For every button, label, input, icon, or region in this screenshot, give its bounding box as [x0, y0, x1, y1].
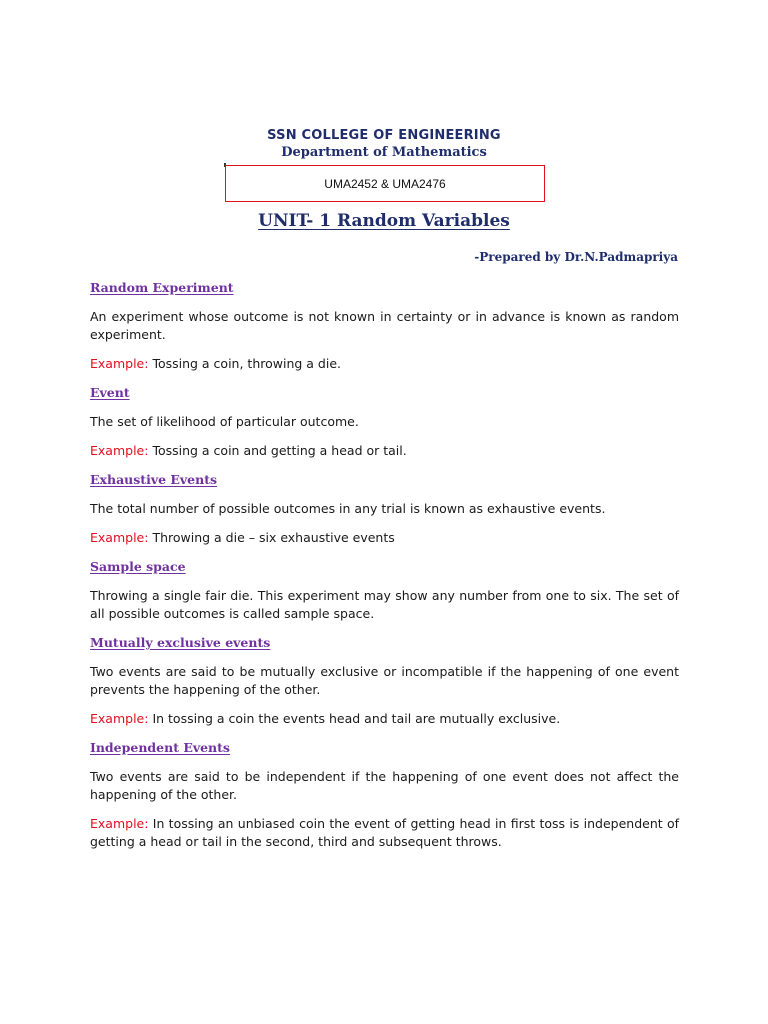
content-body: [90, 279, 679, 862]
example-label: Example:: [90, 443, 149, 458]
example-label: Example:: [90, 711, 149, 726]
example-text: Throwing a die – six exhaustive events: [152, 530, 395, 545]
section-example: [90, 815, 679, 851]
example-text: Tossing a coin and getting a head or tail.: [152, 443, 407, 458]
section-definition: An experiment whose outcome is not known in certainty or in advance is known as random experiment.: [90, 309, 679, 342]
example-label: Example:: [90, 530, 149, 545]
section-heading-sample-space: Sample space: [90, 559, 186, 574]
example-label: Example:: [90, 356, 149, 371]
section-heading-independent-events: Independent Events: [90, 740, 230, 755]
example-text: Tossing a coin, throwing a die.: [152, 356, 341, 371]
prepared-by: -Prepared by Dr.N.Padmapriya: [474, 250, 678, 264]
section-heading-random-experiment: Random Experiment: [90, 280, 234, 295]
section-example: [90, 529, 679, 547]
course-code-box: [225, 165, 545, 202]
section-example: [90, 355, 679, 373]
section-heading-exhaustive-events: Exhaustive Events: [90, 472, 218, 487]
college-name: SSN COLLEGE OF ENGINEERING: [267, 128, 501, 143]
section-example: [90, 710, 679, 728]
section-example: [90, 442, 679, 460]
example-label: Example:: [90, 816, 149, 831]
section-heading-event: Event: [90, 385, 130, 400]
section-definition: Two events are said to be independent if the happening of one event does not affect the happening of the other.: [90, 769, 679, 802]
section-definition: Two events are said to be mutually exclusive or incompatible if the happening of one event prevents the happening of the other.: [90, 664, 679, 697]
unit-title-text: UNIT- 1 Random Variables: [258, 211, 510, 231]
section-definition: The set of likelihood of particular outcome.: [90, 414, 359, 429]
section-definition: The total number of possible outcomes in any trial is known as exhaustive events.: [90, 501, 606, 516]
department-name: Department of Mathematics: [281, 145, 487, 160]
unit-title: [0, 211, 768, 231]
example-text: In tossing a coin the events head and tail are mutually exclusive.: [152, 711, 561, 726]
example-text: In tossing an unbiased coin the event of getting head in first toss is independent of getting a head or tail in the second, third and subsequent throws.: [90, 816, 679, 849]
section-definition: Throwing a single fair die. This experiment may show any number from one to six. The set of all possible outcomes is called sample space.: [90, 588, 679, 621]
course-codes: UMA2452 & UMA2476: [324, 176, 446, 191]
section-heading-mutually-exclusive-events: Mutually exclusive events: [90, 635, 271, 650]
